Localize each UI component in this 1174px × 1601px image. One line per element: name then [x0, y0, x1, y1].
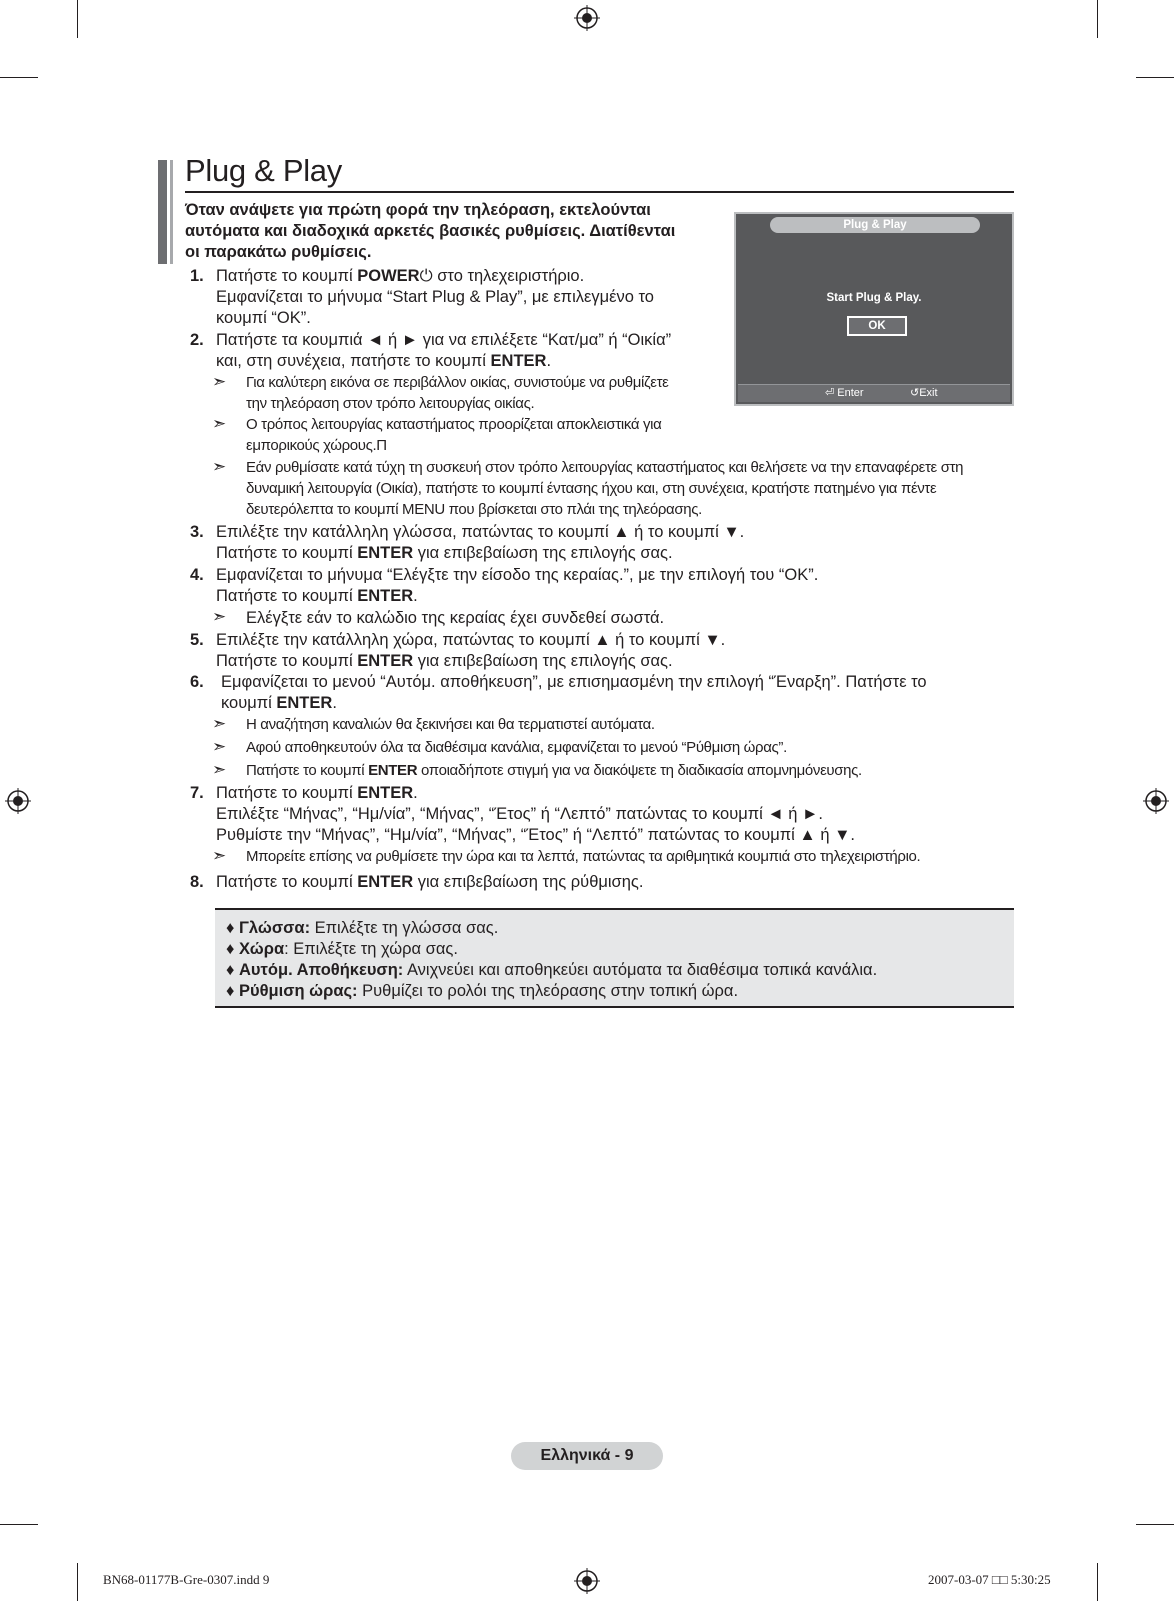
registration-mark-icon	[1143, 788, 1169, 814]
diamond-icon: ♦	[226, 961, 235, 979]
note-text: δυναμική λειτουργία (Οικία), πατήστε το κουμπί έντασης ήχου και, στη συνέχεια, κρατήστε πατημένο για πέντε	[246, 480, 937, 497]
registration-mark-icon	[574, 5, 600, 31]
step-number: 6.	[190, 673, 204, 691]
step-text: Πατήστε το κουμπί ENTER.	[216, 784, 418, 802]
return-icon: ↺	[910, 387, 920, 399]
step-text: Εμφανίζεται το μήνυμα “Ελέγξτε την είσοδο της κεραίας.”, με την επιλογή του “OK”.	[216, 566, 819, 584]
step-text: Πατήστε το κουμπί POWER⏻ στο τηλεχειριστήριο.	[216, 267, 585, 285]
note-arrow-icon: ➣	[212, 760, 227, 779]
footer-date: 2007-03-07 □□ 5:30:25	[928, 1572, 1051, 1587]
note-text: Η αναζήτηση καναλιών θα ξεκινήσει και θα τερματιστεί αυτόματα.	[246, 716, 655, 733]
diamond-icon: ♦	[226, 982, 235, 1000]
note-text: Ο τρόπος λειτουργίας καταστήματος προορίζεται αποκλειστικά για	[246, 416, 662, 433]
note-arrow-icon: ➣	[212, 607, 227, 626]
footer-file: BN68-01177B-Gre-0307.indd 9	[103, 1572, 270, 1587]
step-text: Ρυθμίστε την “Μήνας”, “Ημ/νία”, “Μήνας”, “Έτος” ή “Λεπτό” πατώντας το κουμπί ▲ ή ▼.	[216, 826, 856, 844]
step-number: 8.	[190, 873, 204, 891]
intro-line: αυτόματα και διαδοχικά αρκετές βασικές ρυθμίσεις. Διατίθενται	[185, 222, 676, 240]
osd-exit	[910, 386, 938, 399]
title-rule	[185, 191, 1014, 193]
note-arrow-icon: ➣	[212, 846, 227, 865]
info-item: ♦ Χώρα: Επιλέξτε τη χώρα σας.	[226, 940, 458, 958]
step-text: Πατήστε το κουμπί ENTER για επιβεβαίωση της ρύθμισης.	[216, 873, 644, 891]
note-arrow-icon: ➣	[212, 737, 227, 756]
diamond-icon: ♦	[226, 940, 235, 958]
osd-exit-label: Exit	[919, 387, 938, 399]
power-icon: ⏻	[419, 267, 433, 285]
info-item: ♦ Ρύθμιση ώρας: Ρυθμίζει το ρολόι της τηλεόρασης στην τοπική ώρα.	[226, 982, 739, 1000]
osd-title: Plug & Play	[770, 217, 980, 233]
step-number: 1.	[190, 267, 204, 285]
note-text: Ελέγξτε εάν το καλώδιο της κεραίας έχει συνδεθεί σωστά.	[246, 609, 665, 627]
step-text: κουμπί “OK”.	[216, 309, 311, 327]
note-text: Μπορείτε επίσης να ρυθμίσετε την ώρα και τα λεπτά, πατώντας τα αριθμητικά κουμπιά στο τηλεχειριστήριο.	[246, 848, 921, 865]
step-text: Επιλέξτε την κατάλληλη γλώσσα, πατώντας το κουμπί ▲ ή το κουμπί ▼.	[216, 523, 745, 541]
intro-line: Όταν ανάψετε για πρώτη φορά την τηλεόραση, εκτελούνται	[185, 201, 651, 219]
step-number: 3.	[190, 523, 204, 541]
crop-mark	[77, 1563, 78, 1601]
step-text: και, στη συνέχεια, πατήστε το κουμπί ENTER.	[216, 352, 552, 370]
note-text: Πατήστε το κουμπί ENTER οποιαδήποτε στιγμή για να διακόψετε τη διαδικασία απομνημόνευσης.	[246, 762, 862, 779]
note-arrow-icon: ➣	[212, 372, 227, 391]
osd-footer	[738, 384, 1010, 402]
note-arrow-icon: ➣	[212, 714, 227, 733]
note-text: δευτερόλεπτα το κουμπί MENU που βρίσκεται στο πλάι της τηλεόρασης.	[246, 501, 702, 518]
note-text: Αφού αποθηκευτούν όλα τα διαθέσιμα κανάλια, εμφανίζεται το μενού “Ρύθμιση ώρας”.	[246, 739, 787, 756]
crop-mark	[1097, 0, 1098, 38]
step-text: Επιλέξτε την κατάλληλη χώρα, πατώντας το κουμπί ▲ ή το κουμπί ▼.	[216, 631, 726, 649]
step-text: Πατήστε το κουμπί ENTER.	[216, 587, 418, 605]
osd-message: Start Plug & Play.	[826, 292, 922, 304]
note-text: εμπορικούς χώρους.Π	[246, 437, 387, 454]
step-number: 4.	[190, 566, 204, 584]
registration-mark-icon	[574, 1568, 600, 1594]
note-text: την τηλεόραση στον τρόπο λειτουργίας οικίας.	[246, 395, 535, 412]
note-text: Για καλύτερη εικόνα σε περιβάλλον οικίας, συνιστούμε να ρυθμίζετε	[246, 374, 669, 391]
step-text: κουμπί ENTER.	[221, 694, 337, 712]
crop-mark	[77, 0, 78, 38]
step-text: Εμφανίζεται το μενού “Αυτόμ. αποθήκευση”, με επισημασμένη την επιλογή “Έναρξη”. Πατήστε το	[221, 673, 927, 691]
info-item: ♦ Γλώσσα: Επιλέξτε τη γλώσσα σας.	[226, 919, 499, 937]
step-number: 5.	[190, 631, 204, 649]
title-accent-bar	[158, 160, 167, 264]
intro-line: οι παρακάτω ρυθμίσεις.	[185, 243, 372, 261]
step-text: Επιλέξτε “Μήνας”, “Ημ/νία”, “Μήνας”, “Έτος” ή “Λεπτό” πατώντας το κουμπί ◄ ή ►.	[216, 805, 823, 823]
page-title: Plug & Play	[185, 153, 342, 188]
step-number: 7.	[190, 784, 204, 802]
note-arrow-icon: ➣	[212, 457, 227, 476]
osd-enter	[825, 386, 864, 399]
crop-mark	[1136, 1524, 1174, 1525]
title-accent-bar	[170, 160, 173, 264]
step-number: 2.	[190, 331, 204, 349]
crop-mark	[1097, 1563, 1098, 1601]
step-text: Πατήστε το κουμπί ENTER για επιβεβαίωση της επιλογής σας.	[216, 652, 673, 670]
crop-mark	[0, 1524, 38, 1525]
note-text: Εάν ρυθμίσατε κατά τύχη τη συσκευή στον τρόπο λειτουργίας καταστήματος και θελήσετε να την επαναφέρετε στη	[246, 459, 964, 476]
step-text: Εμφανίζεται το μήνυμα “Start Plug & Play”, με επιλεγμένο το	[216, 288, 654, 306]
osd-enter-label: Enter	[837, 387, 864, 399]
page-number: Ελληνικά - 9	[511, 1442, 663, 1470]
osd-screen	[734, 212, 1014, 406]
info-item: ♦ Αυτόμ. Αποθήκευση: Ανιχνεύει και αποθηκεύει αυτόματα τα διαθέσιμα τοπικά κανάλια.	[226, 961, 878, 979]
step-text: Πατήστε το κουμπί ENTER για επιβεβαίωση της επιλογής σας.	[216, 544, 673, 562]
enter-icon: ⏎	[825, 387, 835, 399]
crop-mark	[1136, 77, 1174, 78]
step-text: Πατήστε τα κουμπιά ◄ ή ► για να επιλέξετε “Κατ/μα” ή “Οικία”	[216, 331, 672, 349]
osd-ok-button[interactable]: OK	[847, 316, 907, 336]
note-arrow-icon: ➣	[212, 414, 227, 433]
registration-mark-icon	[5, 788, 31, 814]
diamond-icon: ♦	[226, 919, 235, 937]
crop-mark	[0, 77, 38, 78]
